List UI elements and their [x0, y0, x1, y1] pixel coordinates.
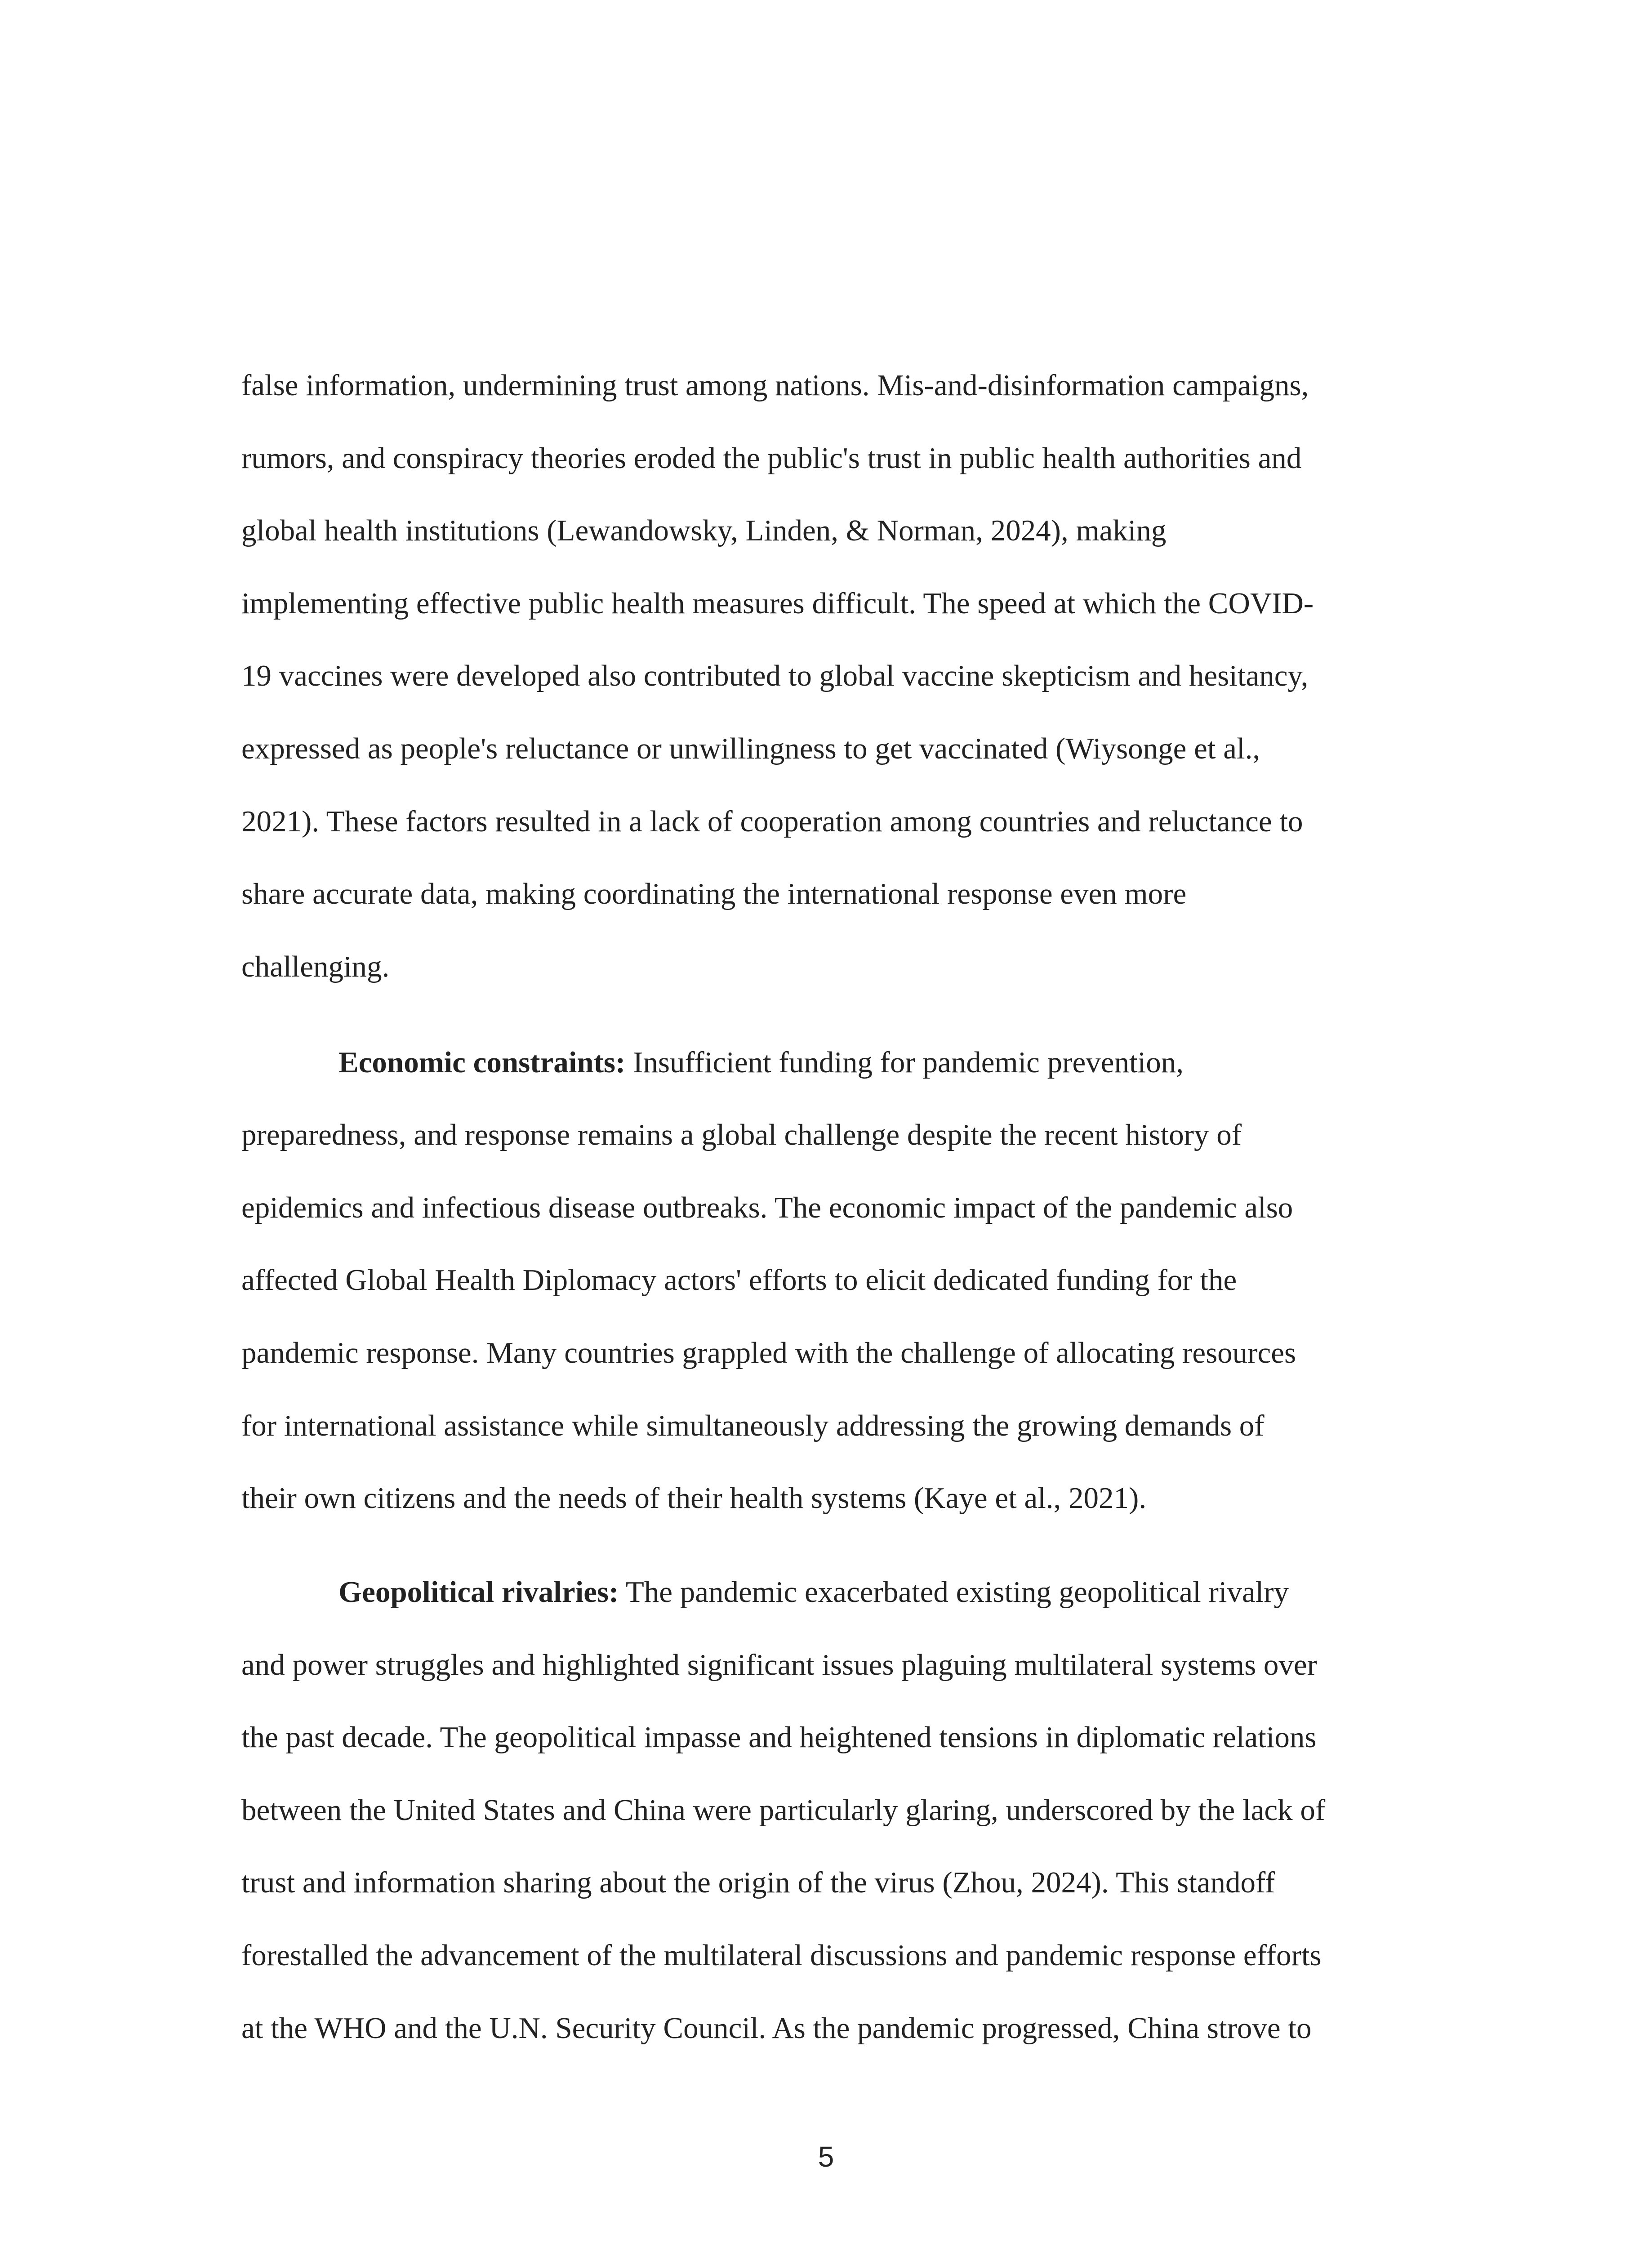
paragraph-text: The pandemic exacerbated existing geopolitical rivalry [619, 1575, 1289, 1609]
paragraph-first-line [338, 1048, 1184, 1078]
paragraph-line: trust and information sharing about the origin of the virus (Zhou, 2024). This standoff [241, 1866, 1275, 1899]
paragraph-line: the past decade. The geopolitical impasse and heightened tensions in diplomatic relations [241, 1721, 1317, 1754]
paragraph-line: for international assistance while simultaneously addressing the growing demands of [241, 1409, 1265, 1442]
section-heading: Geopolitical rivalries: [338, 1575, 619, 1609]
paragraph-line: forestalled the advancement of the multilateral discussions and pandemic response efforts [241, 1939, 1322, 1972]
paragraph-line: pandemic response. Many countries grappled with the challenge of allocating resources [241, 1336, 1296, 1369]
page-number: 5 [818, 2141, 834, 2173]
paragraph-line: between the United States and China were particularly glaring, underscored by the lack of [241, 1793, 1326, 1827]
paragraph-text: Insufficient funding for pandemic prevention, [625, 1046, 1184, 1079]
paragraph-first-line [338, 1577, 1289, 1607]
paragraph-line: 19 vaccines were developed also contributed to global vaccine skepticism and hesitancy, [241, 659, 1309, 692]
section-heading: Economic constraints: [338, 1046, 626, 1079]
paragraph-line: at the WHO and the U.N. Security Council. As the pandemic progressed, China strove to [241, 2012, 1312, 2045]
paragraph-line: rumors, and conspiracy theories eroded the public's trust in public health authorities and [241, 442, 1302, 475]
paragraph-line: and power struggles and highlighted significant issues plaguing multilateral systems over [241, 1648, 1317, 1682]
paragraph-line: epidemics and infectious disease outbreaks. The economic impact of the pandemic also [241, 1191, 1293, 1224]
paragraph-line: challenging. [241, 950, 390, 983]
paragraph-line: global health institutions (Lewandowsky, Linden, & Norman, 2024), making [241, 514, 1167, 547]
paragraph-line: preparedness, and response remains a global challenge despite the recent history of [241, 1118, 1242, 1151]
paragraph-line: false information, undermining trust among nations. Mis-and-disinformation campaigns, [241, 369, 1309, 402]
paragraph-line: expressed as people's reluctance or unwillingness to get vaccinated (Wiysonge et al., [241, 732, 1260, 765]
paragraph-line: share accurate data, making coordinating the international response even more [241, 877, 1187, 910]
paragraph-line: affected Global Health Diplomacy actors' efforts to elicit dedicated funding for the [241, 1263, 1237, 1297]
paragraph-line: implementing effective public health measures difficult. The speed at which the COVID- [241, 587, 1314, 620]
paragraph-line: 2021). These factors resulted in a lack of cooperation among countries and reluctance to [241, 805, 1303, 838]
paragraph-line: their own citizens and the needs of their health systems (Kaye et al., 2021). [241, 1481, 1147, 1515]
